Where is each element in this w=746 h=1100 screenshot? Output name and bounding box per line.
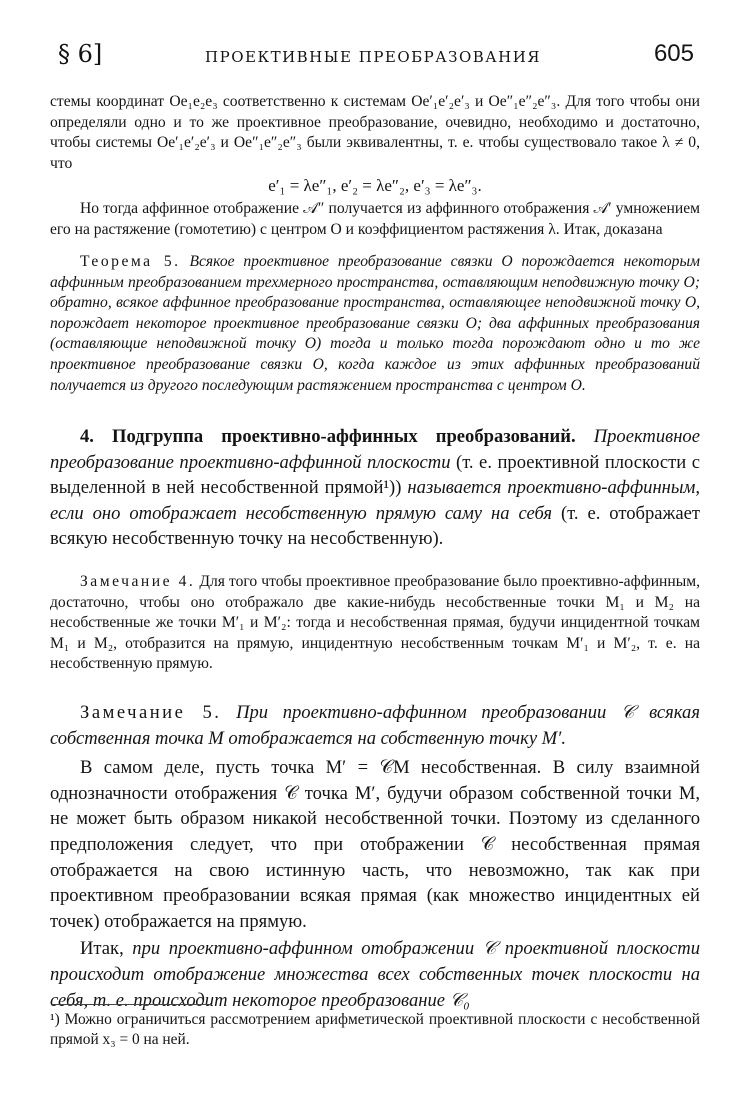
- remark-4-label: Замечание 4.: [80, 573, 196, 590]
- theorem-5: [50, 252, 700, 396]
- conclusion-paragraph: [50, 936, 700, 1013]
- section-4: [50, 424, 700, 552]
- remark-5: [50, 700, 700, 1013]
- definition-italic-2: называется проективно-аффинным, если оно отображает несобственную прямую саму на себя: [50, 477, 700, 524]
- conclusion-text: при проективно-аффинном отображении 𝒞 проективной плоскости происходит отображение множества всех собственных точек плоскости на себя, т. е. происходит некоторое преобразование 𝒞₀: [50, 938, 700, 1011]
- remark-4-text: Для того чтобы проективное преобразование было проективно-аффинным, достаточно, чтобы оно отображало две какие-нибудь несобственные точки M₁ и M₂ на несобственные же точки M′₁ и M′₂: тогда и несобственная прямая, будучи инцидентной точкам M₁ и M₂, отобразится на прямую, инцидентную несобственным точкам M′₁ и M′₂, т. е. на несобственную прямую.: [50, 573, 700, 673]
- footnote: ¹) Можно ограничиться рассмотрением арифметической проективной плоскости с несобственной прямой x₃ = 0 на ней.: [50, 1011, 700, 1048]
- theorem-text: Всякое проективное преобразование связки O порождается некоторым аффинным преобразованием трехмерного пространства, оставляющим неподвижную точку O; обратно, всякое аффинное преобразование пространства, оставляющее неподвижной точку O, порождает некоторое проективное преобразование связки O; два аффинных преобразования (оставляющие неподвижной точку O) тогда и только тогда порождают одно и то же проективное преобразование связки O, когда каждое из этих аффинных преобразований получается из другого последующим растяжением пространства с центром O.: [50, 253, 700, 394]
- remark-5-label: Замечание 5.: [80, 702, 222, 723]
- remark-5-text: При проективно-аффинном преобразовании 𝒞 всякая собственная точка M отображается на собственную точку M′.: [50, 702, 700, 749]
- intro-block: [50, 92, 700, 241]
- remark-4: [50, 572, 700, 675]
- theorem-label: Теорема 5.: [80, 253, 181, 270]
- conclusion-lead: Итак,: [80, 938, 124, 960]
- intro-after-text: Но тогда аффинное отображение 𝒜″ получается из аффинного отображения 𝒜′ умножением его на растяжение (гомотетию) с центром O и коэффициентом растяжения λ. Итак, доказана: [50, 200, 700, 238]
- section-marker: § 6]: [58, 40, 103, 68]
- section-4-title: 4. Подгруппа проективно-аффинных преобразований.: [80, 426, 576, 447]
- remark-5-proof: В самом деле, пусть точка M′ = 𝒞M несобственная. В силу взаимной однозначности отображения 𝒞 точка M′, будучи образом собственной точки M, не может быть образом никакой несобственной точки. Поэтому из сделанного предположения следует, что при отображении 𝒞 несобственная прямая отображается на свою истинную часть, что невозможно, так как при проективном преобразовании всякая прямая (как множество инцидентных ей точек) отображается на прямую.: [50, 757, 700, 932]
- definition-text-2: (т. е. отображает всякую несобственную точку на несобственную).: [50, 502, 700, 550]
- footnote-rule: [52, 1004, 212, 1005]
- page-number: 605: [653, 40, 694, 67]
- running-title: ПРОЕКТИВНЫЕ ПРЕОБРАЗОВАНИЯ: [205, 48, 541, 66]
- definition-italic-1: Проективное преобразование проективно-аффинной плоскости: [50, 426, 700, 473]
- definition-text-1: (т. е. проективной плоскости с выделенной в ней несобственной прямой¹)): [50, 451, 700, 499]
- proportionality-equation: e′₁ = λe″₁, e′₂ = λe″₂, e′₃ = λe″₃.: [268, 176, 482, 196]
- intro-text: стемы координат Oe₁e₂e₃ соответственно к системам Oe′₁e′₂e′₃ и Oe″₁e″₂e″₃. Для того чтобы они определяли одно и то же проективное преобразование, очевидно, необходимо и достаточно, чтобы системы Oe′₁e′₂e′₃ и Oe″₁e″₂e″₃ были эквивалентны, т. е. чтобы существовало такое λ ≠ 0, что: [50, 93, 700, 172]
